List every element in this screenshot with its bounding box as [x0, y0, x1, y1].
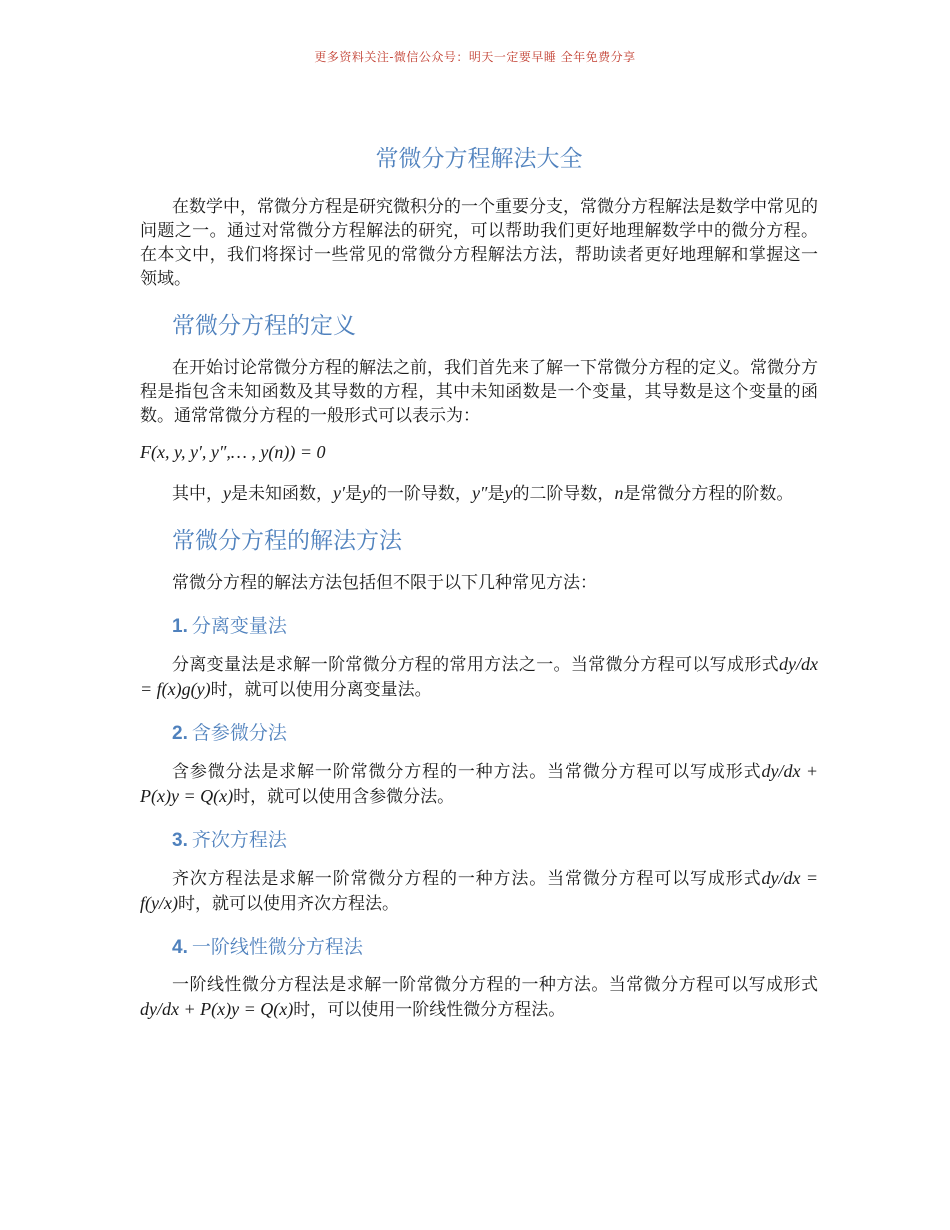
method-paragraph-4	[140, 973, 818, 1024]
text-segment: 含参微分法是求解一阶常微分方程的一种方法。当常微分方程可以写成形式	[172, 762, 762, 782]
method-heading-4	[172, 932, 818, 959]
method-name: 含参微分法	[191, 722, 287, 744]
math-var: y	[223, 483, 231, 503]
methods-intro	[140, 571, 818, 597]
method-number: 3.	[172, 830, 188, 851]
text-segment: 时，就可以使用分离变量法。	[210, 680, 432, 700]
text-segment: 时，可以使用一阶线性微分方程法。	[293, 1000, 566, 1020]
method-paragraph-1	[140, 652, 818, 704]
text-segment: 分离变量法是求解一阶常微分方程的常用方法之一。当常微分方程可以写成形式	[172, 655, 780, 675]
text-segment: 时，就可以使用齐次方程法。	[177, 894, 399, 914]
method-formula: dy/dx = f(y/x)	[140, 868, 818, 913]
method-heading-3	[172, 825, 818, 852]
method-name: 分离变量法	[191, 615, 287, 637]
page-title: 常微分方程解法大全	[375, 146, 583, 172]
method-number: 1.	[172, 616, 188, 637]
text-segment: 是	[487, 484, 505, 504]
definition-text: 在开始讨论常微分方程的解法之前，我们首先来了解一下常微分方程的定义。常微分方程是指包含未知函数及其导数的方程，其中未知函数是一个变量，其导数是这个变量的函数。通常常微分方程的一般形式可以表示为：	[140, 358, 818, 426]
method-name: 齐次方程法	[191, 829, 287, 851]
method-heading-2	[172, 718, 818, 745]
general-form-formula	[140, 440, 818, 467]
method-number: 4.	[172, 937, 188, 958]
intro-text: 在数学中，常微分方程是研究微积分的一个重要分支，常微分方程解法是数学中常见的问题之一。通过对常微分方程解法的研究，可以帮助我们更好地理解数学中的微分方程。在本文中，我们将探讨一些常见的常微分方程解法方法，帮助读者更好地理解和掌握这一领域。	[140, 197, 818, 289]
definition-explanation	[140, 481, 818, 508]
math-var: y″	[471, 483, 488, 503]
method-number: 2.	[172, 723, 188, 744]
document-page	[140, 140, 818, 1034]
text-segment: 是未知函数，	[231, 484, 333, 504]
method-formula: dy/dx + P(x)y = Q(x)	[140, 999, 294, 1019]
formula-text: F(x, y, y′, y″,… , y(n)) = 0	[140, 442, 326, 462]
text-segment: 齐次方程法是求解一阶常微分方程的一种方法。当常微分方程可以写成形式	[172, 869, 762, 889]
method-paragraph-2	[140, 759, 818, 811]
method-formula: dy/dx + P(x)y = Q(x)	[140, 761, 818, 806]
text-segment: 其中，	[172, 484, 223, 504]
math-var: y	[504, 483, 513, 503]
math-var: y	[361, 483, 370, 503]
methods-intro-text: 常微分方程的解法方法包括但不限于以下几种常见方法：	[172, 573, 597, 593]
text-segment: 是常微分方程的阶数。	[623, 484, 794, 504]
text-segment: 一阶线性微分方程法是求解一阶常微分方程的一种方法。当常微分方程可以写成形式	[172, 975, 818, 995]
section-heading-definition: 常微分方程的定义	[172, 313, 356, 339]
definition-paragraph	[140, 356, 818, 430]
method-name: 一阶线性微分方程法	[191, 936, 363, 958]
intro-paragraph	[140, 195, 818, 293]
header-note: 更多资料关注-微信公众号：明天一定要早睡 全年免费分享	[314, 50, 636, 64]
math-var: y′	[333, 483, 345, 503]
method-formula: dy/dx = f(x)g(y)	[140, 654, 818, 699]
method-paragraph-3	[140, 866, 818, 918]
text-segment: 时，就可以使用含参微分法。	[233, 787, 455, 807]
section-heading-methods: 常微分方程的解法方法	[172, 528, 402, 554]
text-segment: 是	[344, 484, 362, 504]
text-segment: 的一阶导数，	[369, 484, 472, 504]
math-var: n	[614, 483, 624, 503]
method-heading-1	[172, 611, 818, 638]
text-segment: 的二阶导数，	[512, 484, 615, 504]
